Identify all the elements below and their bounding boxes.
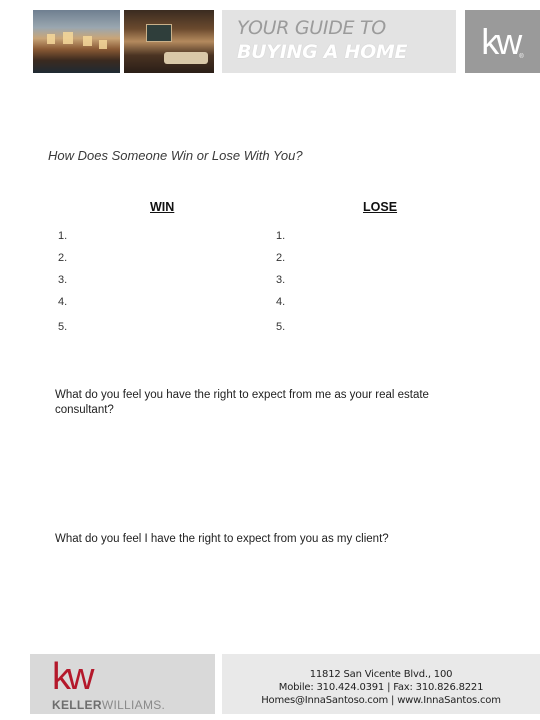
win-item-2: 2. [58,252,68,264]
lose-item-3: 3. [276,274,286,286]
win-lose-question: How Does Someone Win or Lose With You? [48,148,303,163]
lose-item-5: 5. [276,321,286,333]
kw-logo-header [465,10,540,73]
lose-item-2: 2. [276,252,286,264]
expect-from-me-prompt: What do you feel you have the right to expect from me as your real estate consultant? [55,389,429,416]
house-exterior-photo [33,10,120,73]
kw-logo-icon: kw® [481,20,524,62]
living-room-photo [124,10,214,73]
title-line-2: BUYING A HOME [237,41,408,63]
expect-from-you-prompt: What do you feel I have the right to expect from you as my client? [55,533,389,545]
lose-item-1: 1. [276,230,286,242]
win-item-1: 1. [58,230,68,242]
title-line-1: YOUR GUIDE TO [237,17,386,39]
kw-red-logo-icon: kw [52,656,91,698]
lose-column-heading: LOSE [363,200,398,214]
lose-item-4: 4. [276,296,286,308]
header-title-box [222,10,456,73]
win-item-5: 5. [58,321,68,333]
email-website: Homes@InnaSantoso.com | www.InnaSantos.com [261,695,501,706]
footer-contact-panel [222,654,540,714]
win-item-4: 4. [58,296,68,308]
keller-williams-wordmark: KELLERWILLIAMS. [52,698,166,712]
phone-fax: Mobile: 310.424.0391 | Fax: 310.826.8221 [278,682,484,693]
win-item-3: 3. [58,274,68,286]
office-address: 11812 San Vicente Blvd., 100 [309,669,453,680]
footer-logo-panel [30,654,215,714]
win-column-heading: WIN [150,200,175,214]
